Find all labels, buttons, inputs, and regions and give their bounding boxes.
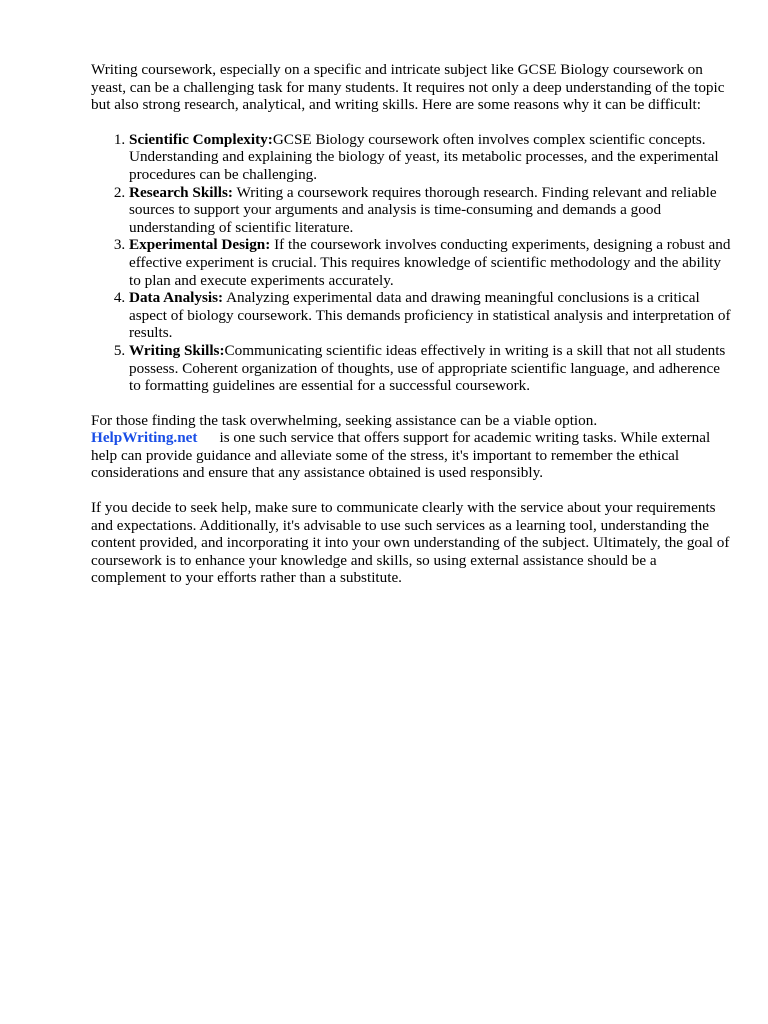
reason-item-data-analysis bbox=[129, 289, 731, 342]
reason-term: Data Analysis: bbox=[129, 289, 224, 307]
reason-item-experimental-design bbox=[129, 236, 731, 289]
closing-paragraph: If you decide to seek help, make sure to communicate clearly with the service about your requirements and expectations. Additionally, it's advisable to use such services as a learning tool, understanding the content provided, and incorporating it into your own understanding of the subject. Ultimately, the goal of coursework is to enhance your knowledge and skills, so using external assistance should be a complement to your efforts rather than a substitute. bbox=[91, 499, 730, 587]
reason-text: Writing a coursework requires thorough research. Finding relevant and reliable sources to support your arguments and analysis is time-consuming and demands a good understanding of scientific literature. bbox=[129, 183, 717, 236]
help-lead: For those finding the task overwhelming, seeking assistance can be a viable option. bbox=[91, 411, 598, 429]
reason-term: Experimental Design: bbox=[129, 236, 271, 254]
help-rest: is one such service that offers support for academic writing tasks. While external help can provide guidance and alleviate some of the stress, it's important to remember the ethical considerations and ensure that any assistance obtained is used responsibly. bbox=[91, 429, 711, 482]
reasons-list bbox=[91, 131, 731, 395]
reason-term: Scientific Complexity: bbox=[129, 130, 273, 148]
help-paragraph bbox=[91, 412, 731, 482]
reason-term: Writing Skills: bbox=[129, 341, 225, 359]
intro-paragraph: Writing coursework, especially on a specific and intricate subject like GCSE Biology coursework on yeast, can be a challenging task for many students. It requires not only a deep understanding of the topic but also strong research, analytical, and writing skills. Here are some reasons why it can be difficult: bbox=[91, 61, 725, 114]
reason-text: Communicating scientific ideas effectively in writing is a skill that not all students possess. Coherent organization of thoughts, use of appropriate scientific language, and adherence to formatting guidelines are essential for a successful coursework. bbox=[129, 341, 726, 395]
document-page bbox=[91, 61, 731, 587]
reason-text: GCSE Biology coursework often involves complex scientific concepts. Understanding and explaining the biology of yeast, its metabolic processes, and the experimental procedures can be challenging. bbox=[129, 130, 719, 183]
reason-text: If the coursework involves conducting experiments, designing a robust and effective experiment is crucial. This requires knowledge of scientific methodology and the ability to plan and execute experiments accurately. bbox=[129, 236, 731, 289]
reason-item-research-skills bbox=[129, 184, 731, 237]
reason-item-scientific-complexity bbox=[129, 131, 731, 184]
helpwriting-link[interactable]: HelpWriting.net bbox=[91, 429, 198, 447]
reason-text: Analyzing experimental data and drawing meaningful conclusions is a critical aspect of biology coursework. This demands proficiency in statistical analysis and interpretation of results. bbox=[129, 289, 731, 342]
reason-term: Research Skills: bbox=[129, 183, 233, 201]
reason-item-writing-skills bbox=[129, 342, 731, 395]
